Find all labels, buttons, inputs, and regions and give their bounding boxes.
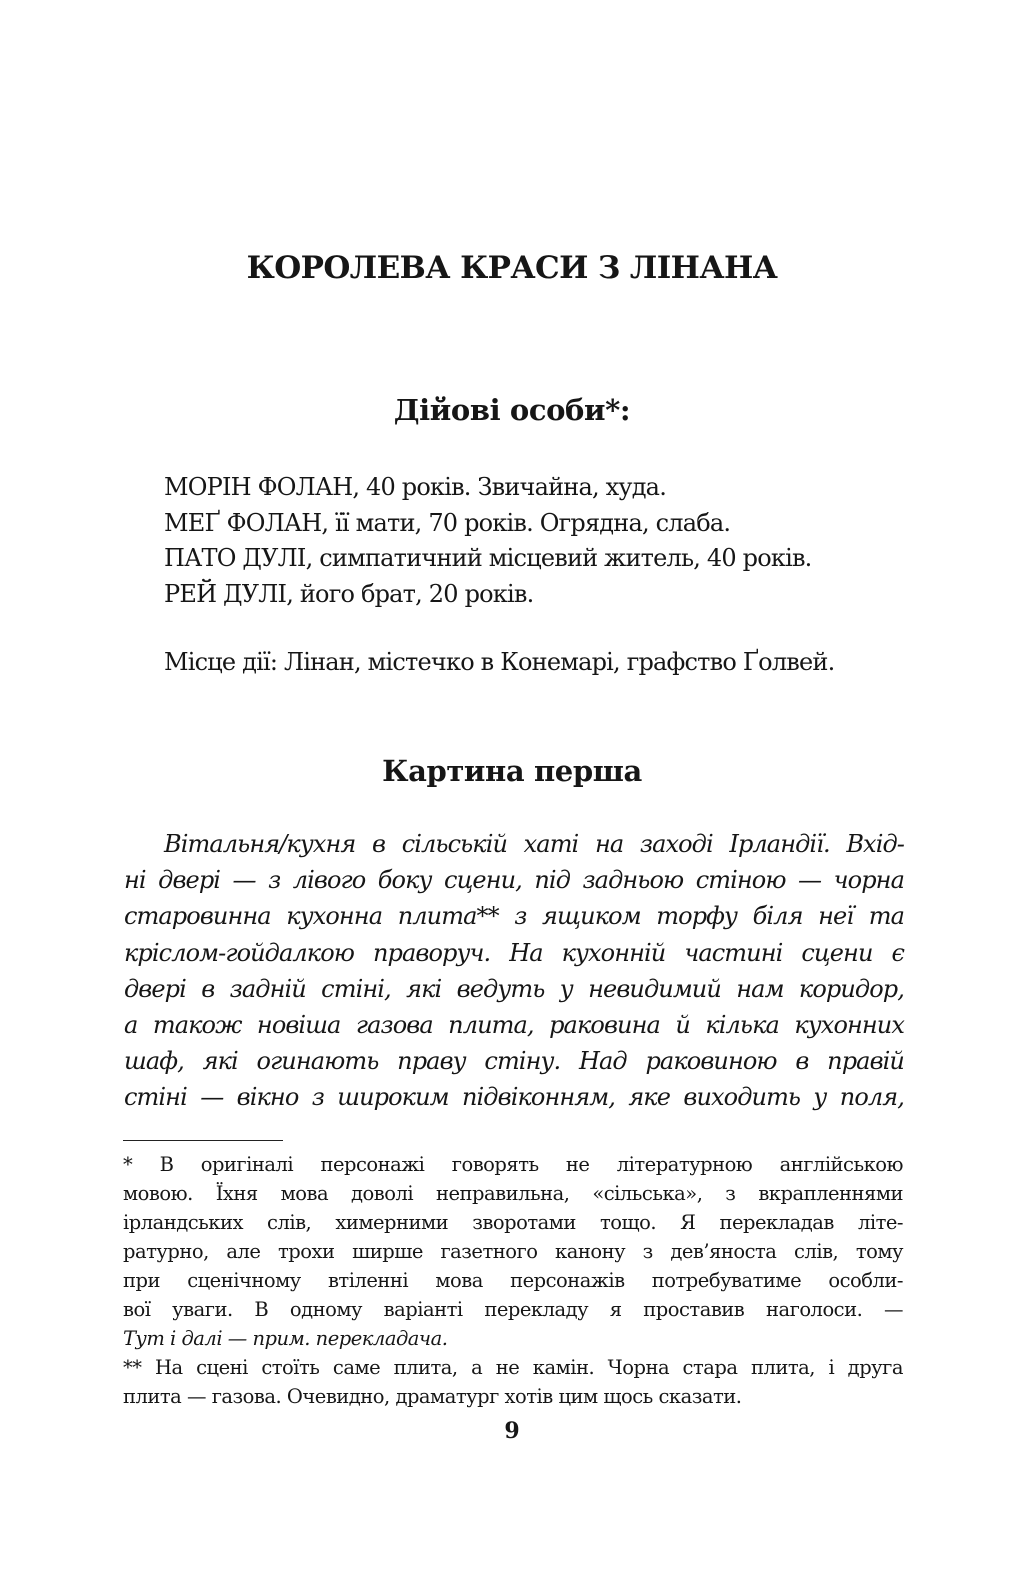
footnote-line: ** На сцені стоїть саме плита, а не камін. Чорна стара плита, і друга bbox=[123, 1356, 903, 1379]
scene-heading: Картина перша bbox=[382, 754, 642, 788]
cast-item: ПАТО ДУЛІ, симпатичний місцевий житель, 40 років. bbox=[164, 544, 812, 572]
footnote-line: плита — газова. Очевидно, драматург хотів цим щось сказати. bbox=[123, 1385, 742, 1408]
footnote-line: ратурно, але трохи ширше газетного канону з дев’яноста слів, тому bbox=[123, 1240, 903, 1263]
stage-line: старовинна кухонна плита** з ящиком торфу біля неї та bbox=[124, 902, 904, 931]
page-number: 9 bbox=[504, 1418, 520, 1444]
stage-line: ні двері — з лівого боку сцени, під задньою стіною — чорна bbox=[124, 866, 904, 895]
footnote-1 bbox=[123, 1150, 903, 1353]
footnote-line: вої уваги. В одному варіанті перекладу я проставив наголоси. — bbox=[123, 1298, 903, 1321]
stage-line: двері в задній стіні, які ведуть у невидимий нам коридор, bbox=[124, 974, 904, 1003]
stage-direction bbox=[124, 826, 904, 1116]
cast-item: МЕҐ ФОЛАН, її мати, 70 років. Огрядна, слаба. bbox=[164, 508, 731, 537]
stage-line: Вітальня/кухня в сільській хаті на заході Ірландії. Вхід- bbox=[164, 830, 904, 858]
footnote-separator bbox=[123, 1140, 283, 1141]
footnote-line: мовою. Їхня мова доволі неправильна, «сільська», з вкрапленнями bbox=[123, 1182, 903, 1205]
footnote-line: * В оригіналі персонажі говорять не літературною англійською bbox=[123, 1153, 903, 1176]
stage-line: кріслом-гойдалкою праворуч. На кухонній частині сцени є bbox=[124, 938, 904, 967]
stage-line: а також новіша газова плита, раковина й кілька кухонних bbox=[124, 1011, 904, 1040]
stage-line: шаф, які огинають праву стіну. Над раковиною в правій bbox=[124, 1047, 904, 1076]
cast-list bbox=[164, 470, 904, 612]
footnote-line: ірландських слів, химерними зворотами тощо. Я перекладав літе- bbox=[123, 1211, 903, 1234]
cast-item: РЕЙ ДУЛІ, його брат, 20 років. bbox=[164, 579, 534, 608]
cast-item: МОРІН ФОЛАН, 40 років. Звичайна, худа. bbox=[164, 473, 667, 501]
footnote-2 bbox=[123, 1353, 903, 1411]
footnote-line: при сценічному втіленні мова персонажів потребуватиме особли- bbox=[123, 1269, 903, 1292]
footnote-attribution: Тут і далі — прим. перекладача. bbox=[123, 1327, 448, 1350]
cast-heading: Дійові особи*: bbox=[393, 393, 631, 427]
place-of-action: Місце дії: Лінан, містечко в Конемарі, графство Ґолвей. bbox=[164, 648, 835, 676]
stage-line: стіні — вікно з широким підвіконням, яке виходить у поля, bbox=[124, 1083, 904, 1112]
play-title: КОРОЛЕВА КРАСИ З ЛІНАНА bbox=[246, 250, 778, 286]
